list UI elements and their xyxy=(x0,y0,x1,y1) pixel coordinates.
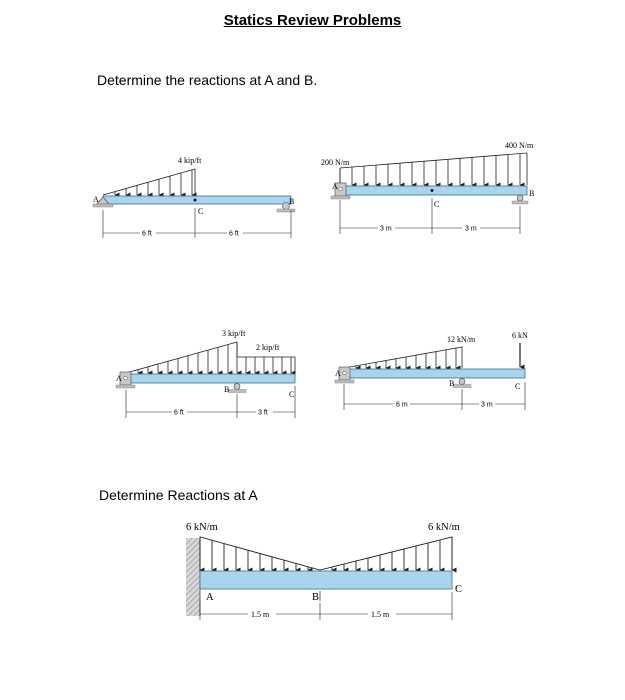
problem4-point-c: C xyxy=(515,382,521,391)
problem1-triangular-load xyxy=(103,169,195,195)
problem2-roller-support-b xyxy=(512,195,528,204)
problem3-point-c: C xyxy=(289,390,295,399)
problem1-dim-left: 6 ft xyxy=(142,230,152,238)
problem1-point-c: C xyxy=(198,207,204,216)
problem5-load-right-label: 6 kN/m xyxy=(428,522,460,533)
problem5-distributed-load xyxy=(200,537,452,570)
problem3-point-a: A xyxy=(116,374,122,383)
problem2-load-right-label: 400 N/m xyxy=(505,141,534,150)
problem3-beam xyxy=(126,374,295,383)
problem5-dim-right: 1.5 m xyxy=(371,610,390,619)
problem3-load-peak-label: 3 kip/ft xyxy=(222,329,246,338)
problem2-dim-right: 3 m xyxy=(465,225,477,233)
problem4-point-load-label: 6 kN xyxy=(512,331,528,340)
problem4-load-label: 12 kN/m xyxy=(447,335,476,344)
problem3-roller-support-b xyxy=(228,384,246,393)
problem2-point-b: B xyxy=(529,189,535,198)
problem1-point-c-dot xyxy=(194,199,197,202)
problem3-figure xyxy=(116,329,295,418)
problem5-point-b: B xyxy=(312,592,320,603)
problem2-dim-left: 3 m xyxy=(380,225,392,233)
section-heading-reactions-a-b: Determine the reactions at A and B. xyxy=(97,72,318,88)
problem1-dimension-line xyxy=(103,208,291,238)
problem5-dim-left: 1.5 m xyxy=(251,610,270,619)
problem1-point-a: A xyxy=(93,195,99,204)
problem4-roller-support-b xyxy=(453,379,471,388)
problem2-point-c-dot xyxy=(431,189,434,192)
problem2-point-a: A xyxy=(332,182,338,191)
problem3-dimension-line xyxy=(126,386,295,418)
problem5-figure xyxy=(186,522,462,620)
problem5-load-left-label: 6 kN/m xyxy=(186,522,218,533)
section-heading-reactions-a: Determine Reactions at A xyxy=(99,487,258,503)
problem4-figure xyxy=(335,331,528,410)
problem5-fixed-wall xyxy=(186,538,200,616)
problem2-dimension-line xyxy=(340,198,520,234)
problem2-trapezoidal-load xyxy=(340,153,527,185)
problem2-load-left-label: 200 N/m xyxy=(321,158,350,167)
problem1-point-b: B xyxy=(289,197,295,206)
problem5-beam xyxy=(200,571,452,589)
problem5-point-a: A xyxy=(206,592,214,603)
problem4-dimension-line xyxy=(344,382,525,410)
problem4-dim-right: 3 m xyxy=(481,401,493,409)
page-title: Statics Review Problems xyxy=(223,12,402,29)
problem4-dim-left: 6 m xyxy=(396,401,408,409)
problem4-beam xyxy=(344,369,525,378)
problem3-dim-right: 3 ft xyxy=(258,409,268,417)
problem5-dimension-line xyxy=(200,592,452,620)
problem4-triangular-load xyxy=(344,347,462,368)
problem3-dim-left: 6 ft xyxy=(174,409,184,417)
problem1-figure xyxy=(93,156,295,238)
problem1-beam xyxy=(103,196,291,204)
problem1-load-label: 4 kip/ft xyxy=(178,156,202,165)
problem5-point-c: C xyxy=(455,584,463,595)
problem3-point-b: B xyxy=(224,385,230,394)
problem2-point-c: C xyxy=(434,200,440,209)
problem1-dim-right: 6 ft xyxy=(229,230,239,238)
problem4-point-b: B xyxy=(449,379,455,388)
problem2-figure xyxy=(321,141,534,234)
problem4-point-a: A xyxy=(335,369,341,378)
problem3-load-uniform-label: 2 kip/ft xyxy=(256,343,280,352)
